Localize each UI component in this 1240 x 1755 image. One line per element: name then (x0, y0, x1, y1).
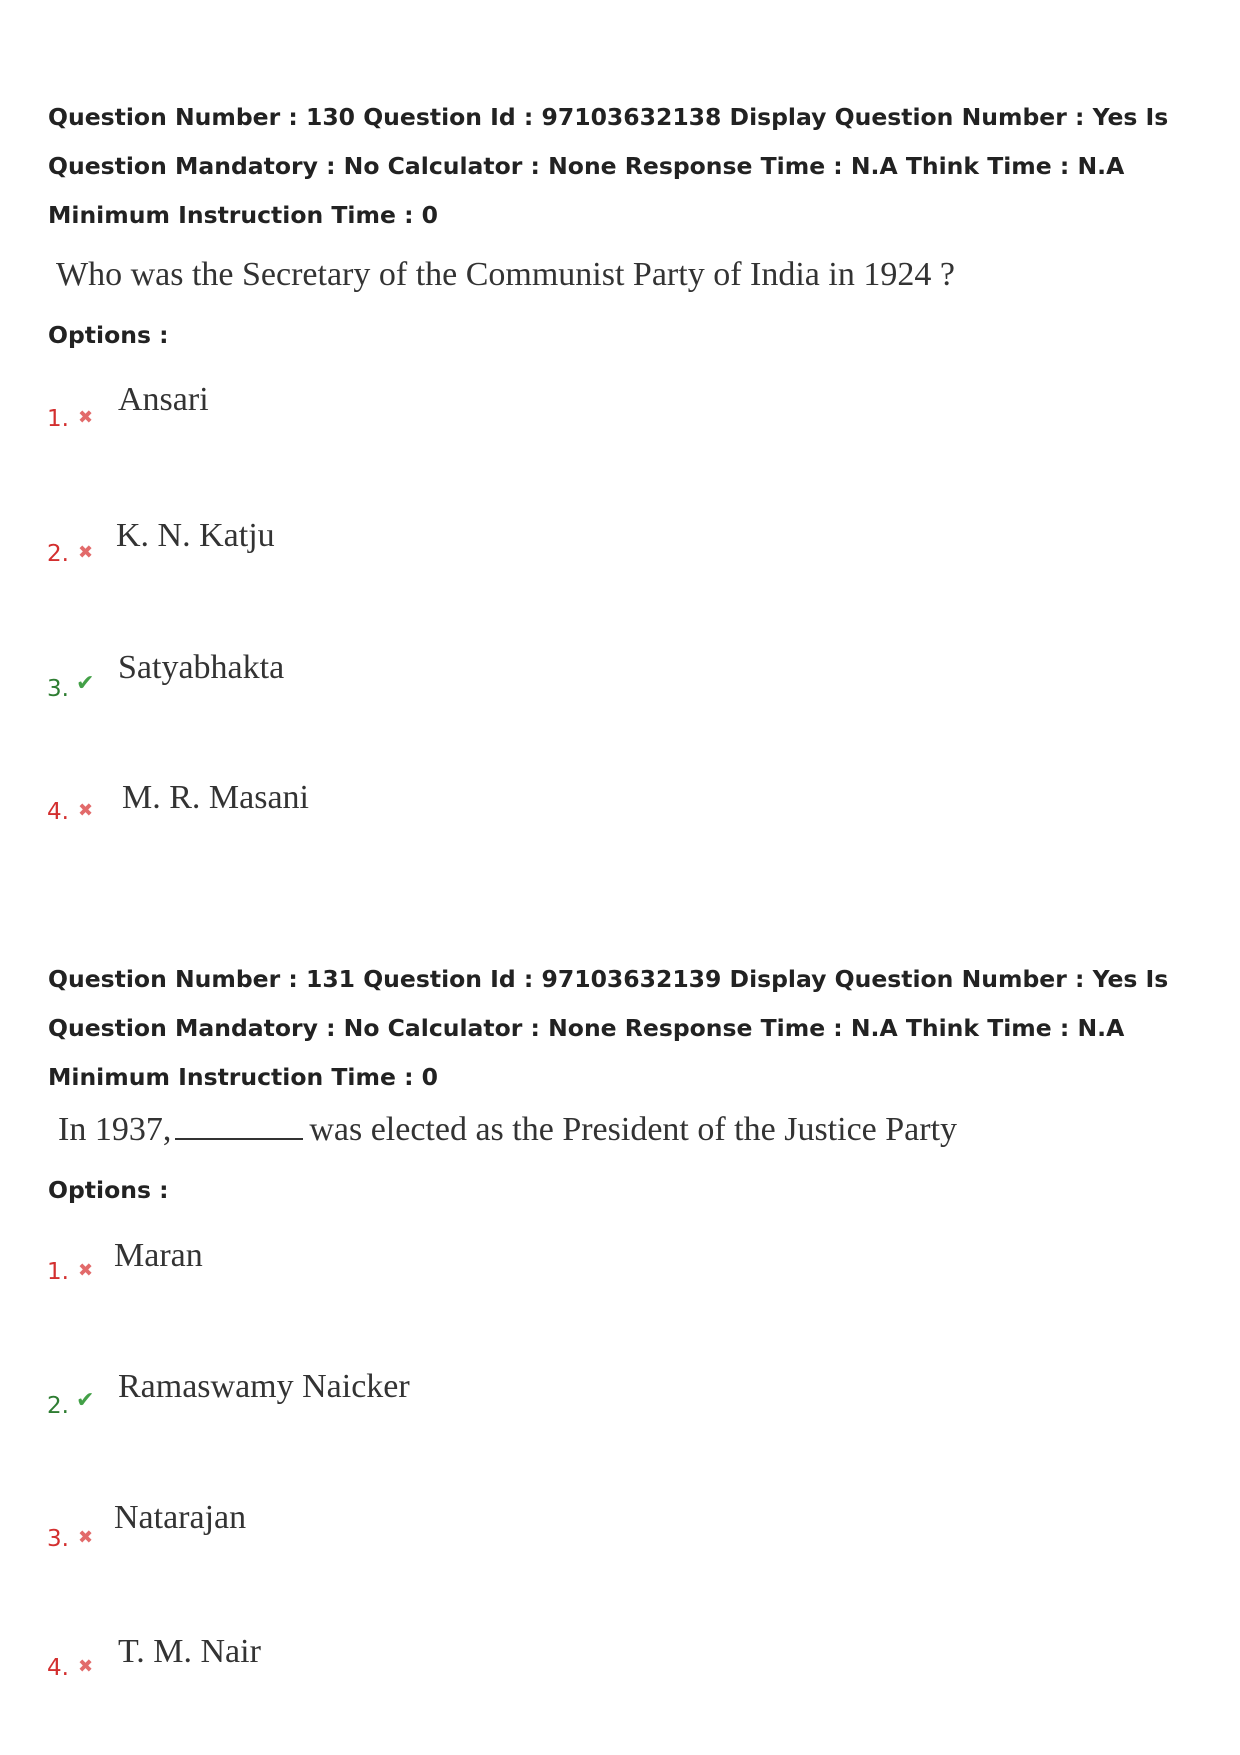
fill-in-blank (175, 1112, 303, 1140)
question-131-text-after: was elected as the President of the Justice Party (309, 1111, 958, 1148)
option-number: 2. (47, 1393, 69, 1419)
question-130-options-label: Options : (48, 321, 169, 349)
cross-icon: ✖ (78, 407, 94, 428)
option-number: 3. (47, 676, 69, 702)
question-131-meta: Question Number : 131 Question Id : 97103632139 Display Question Number : Yes Is Question Mandatory : No Calculator : None Response Time : N.A Think Time : N.A Minimum Instruction Time : 0 (48, 965, 1169, 1091)
cross-icon: ✖ (78, 542, 94, 563)
question-131-text-before: In 1937, (58, 1111, 172, 1148)
option-number: 3. (47, 1526, 69, 1552)
question-131-text (58, 1110, 957, 1150)
option-number: 4. (47, 1655, 69, 1681)
check-icon: ✔ (76, 671, 95, 696)
option-text: Satyabhakta (118, 649, 285, 686)
question-131-options-label: Options : (48, 1176, 169, 1204)
option-number: 1. (47, 406, 69, 432)
option-text: M. R. Masani (122, 779, 309, 816)
option-text: T. M. Nair (118, 1633, 261, 1670)
question-130-text: Who was the Secretary of the Communist Party of India in 1924 ? (56, 256, 955, 293)
option-text: Ramaswamy Naicker (118, 1368, 410, 1405)
option-text: Ansari (118, 381, 209, 418)
check-icon: ✔ (76, 1388, 95, 1413)
option-number: 4. (47, 799, 69, 825)
option-number: 1. (47, 1259, 69, 1285)
question-130-meta: Question Number : 130 Question Id : 97103632138 Display Question Number : Yes Is Question Mandatory : No Calculator : None Response Time : N.A Think Time : N.A Minimum Instruction Time : 0 (48, 103, 1169, 229)
option-text: Natarajan (114, 1499, 247, 1536)
option-number: 2. (47, 541, 69, 567)
cross-icon: ✖ (78, 1260, 94, 1281)
cross-icon: ✖ (78, 1656, 94, 1677)
option-text: Maran (114, 1237, 203, 1274)
cross-icon: ✖ (78, 800, 94, 821)
option-text: K. N. Katju (116, 517, 275, 554)
cross-icon: ✖ (78, 1527, 94, 1548)
